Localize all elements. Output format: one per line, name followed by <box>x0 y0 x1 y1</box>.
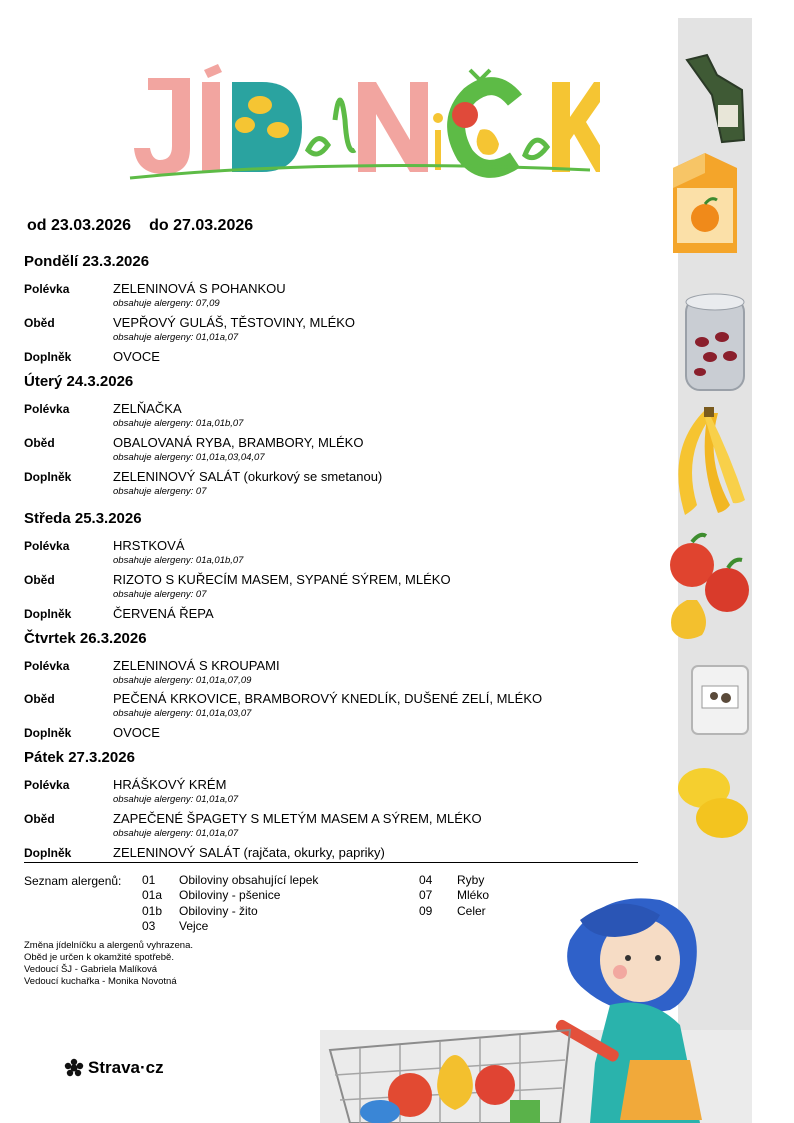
extra-dish: ZELENINOVÝ SALÁT (rajčata, okurky, papriky) <box>113 845 385 860</box>
main-allergens: obsahuje alergeny: 01,01a,03,04,07 <box>113 452 265 463</box>
allergen-name: Celer <box>457 904 486 918</box>
juice-carton-icon <box>665 148 745 258</box>
soup-label: Polévka <box>24 659 70 673</box>
main-allergens: obsahuje alergeny: 01,01a,07 <box>113 332 239 343</box>
soup-allergens: obsahuje alergeny: 01,01a,07 <box>113 794 239 805</box>
extra-dish: ZELENINOVÝ SALÁT (okurkový se smetanou) <box>113 469 383 484</box>
main-allergens: obsahuje alergeny: 01,01a,03,07 <box>113 708 252 719</box>
divider <box>24 862 638 863</box>
main-dish: VEPŘOVÝ GULÁŠ, TĚSTOVINY, MLÉKO <box>113 315 356 330</box>
wine-bottle-icon <box>682 50 752 145</box>
soup-dish: HRSTKOVÁ <box>113 538 185 553</box>
milk-box-icon <box>688 660 752 740</box>
note-line: Vedoucí kuchařka - Monika Novotná <box>24 976 177 987</box>
extra-label: Doplněk <box>24 846 72 860</box>
main-allergens: obsahuje alergeny: 07 <box>113 589 207 600</box>
allergen-code: 01b <box>142 904 163 918</box>
soup-allergens: obsahuje alergeny: 07,09 <box>113 298 220 309</box>
extra-label: Doplněk <box>24 607 72 621</box>
day-title-monday: Pondělí 23.3.2026 <box>24 253 150 270</box>
date-from: od 23.03.2026 <box>27 217 132 234</box>
soup-dish: HRÁŠKOVÝ KRÉM <box>113 777 227 792</box>
soup-dish: ZELENINOVÁ S KROUPAMI <box>113 658 280 673</box>
day-title-thursday: Čtvrtek 26.3.2026 <box>24 630 147 647</box>
extra-allergens: obsahuje alergeny: 07 <box>113 486 207 497</box>
note-line: Vedoucí ŠJ - Gabriela Malíková <box>24 964 158 975</box>
lemons-icon <box>672 760 752 845</box>
soup-dish: ZELŇAČKA <box>113 401 182 416</box>
apples-pear-icon <box>662 530 752 645</box>
main-allergens: obsahuje alergeny: 01,01a,07 <box>113 828 239 839</box>
main-label: Oběd <box>24 436 55 450</box>
soup-allergens: obsahuje alergeny: 01a,01b,07 <box>113 418 244 429</box>
main-label: Oběd <box>24 692 55 706</box>
soup-label: Polévka <box>24 539 70 553</box>
date-range <box>27 217 253 235</box>
allergen-name: Mléko <box>457 888 490 902</box>
allergen-code: 04 <box>419 873 433 887</box>
main-dish: PEČENÁ KRKOVICE, BRAMBOROVÝ KNEDLÍK, DUŠENÉ ZELÍ, MLÉKO <box>113 691 543 706</box>
note-line: Oběd je určen k okamžité spotřebě. <box>24 952 174 963</box>
extra-label: Doplněk <box>24 470 72 484</box>
soup-dish: ZELENINOVÁ S POHANKOU <box>113 281 286 296</box>
extra-label: Doplněk <box>24 350 72 364</box>
allergen-name: Obiloviny - pšenice <box>179 888 281 902</box>
extra-label: Doplněk <box>24 726 72 740</box>
day-title-friday: Pátek 27.3.2026 <box>24 749 135 766</box>
extra-dish: OVOCE <box>113 725 160 740</box>
title-logo <box>120 60 600 190</box>
soup-label: Polévka <box>24 402 70 416</box>
main-dish: ZAPEČENÉ ŠPAGETY S MLETÝM MASEM A SÝREM, MLÉKO <box>113 811 482 826</box>
allergen-name: Vejce <box>179 919 209 933</box>
allergen-name: Obiloviny obsahující lepek <box>179 873 319 887</box>
soup-label: Polévka <box>24 778 70 792</box>
soup-allergens: obsahuje alergeny: 01a,01b,07 <box>113 555 244 566</box>
soup-allergens: obsahuje alergeny: 01,01a,07,09 <box>113 675 252 686</box>
main-label: Oběd <box>24 316 55 330</box>
main-dish: RIZOTO S KUŘECÍM MASEM, SYPANÉ SÝREM, MLÉKO <box>113 572 451 587</box>
allergen-list-label: Seznam alergenů: <box>24 874 122 888</box>
extra-dish: ČERVENÁ ŘEPA <box>113 606 214 621</box>
paw-icon <box>64 1058 84 1078</box>
bananas-icon <box>660 405 750 525</box>
girl-with-cart-illustration <box>320 880 752 1123</box>
allergen-code: 01 <box>142 873 156 887</box>
allergen-code: 01a <box>142 888 163 902</box>
brand-logo <box>64 1057 164 1079</box>
allergen-name: Ryby <box>457 873 485 887</box>
allergen-code: 07 <box>419 888 433 902</box>
main-label: Oběd <box>24 812 55 826</box>
soup-label: Polévka <box>24 282 70 296</box>
allergen-name: Obiloviny - žito <box>179 904 258 918</box>
extra-dish: OVOCE <box>113 349 160 364</box>
day-title-tuesday: Úterý 24.3.2026 <box>24 373 134 390</box>
brand-name: Strava·cz <box>88 1058 164 1077</box>
main-dish: OBALOVANÁ RYBA, BRAMBORY, MLÉKO <box>113 435 364 450</box>
date-to: do 27.03.2026 <box>149 217 254 234</box>
day-title-wednesday: Středa 25.3.2026 <box>24 510 142 527</box>
allergen-code: 09 <box>419 904 433 918</box>
note-line: Změna jídelníčku a alergenů vyhrazena. <box>24 940 193 951</box>
allergen-code: 03 <box>142 919 156 933</box>
main-label: Oběd <box>24 573 55 587</box>
bean-can-icon <box>680 292 750 397</box>
title-letters <box>120 60 600 190</box>
